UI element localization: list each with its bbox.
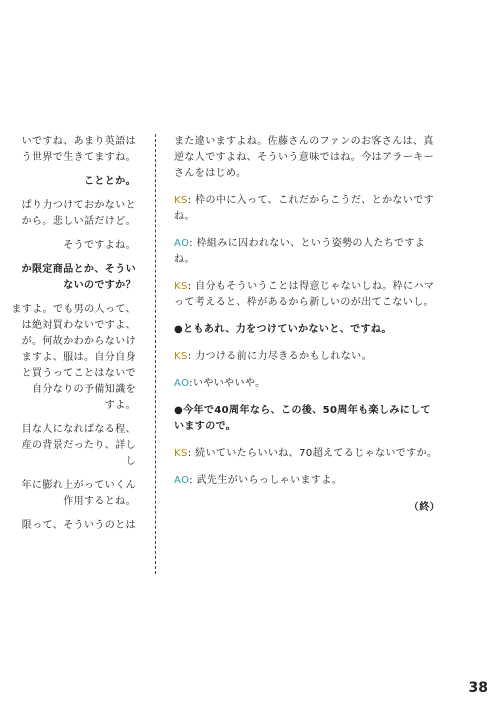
left-column-text — [0, 134, 136, 542]
left-paragraph — [0, 422, 136, 470]
turn-text: 自分もそういうことは得意じゃないしね。枠にハマって考えると、枠があるから新しいのが出てこないし。 — [174, 281, 435, 308]
left-line: し — [125, 456, 136, 467]
turn-ks-1 — [174, 193, 440, 225]
interviewer-question-2: ●今年で40周年なら、この後、50周年も楽しみにしていますので。 — [174, 405, 431, 432]
speaker-ks: KS — [174, 351, 188, 362]
turn-ao-1 — [174, 236, 440, 268]
speaker-ks: KS — [174, 448, 188, 459]
left-line: う世界で生きてますね。 — [21, 152, 136, 163]
left-line: いですね、あまり英語は — [21, 136, 136, 147]
speaker-ao: AO — [174, 378, 190, 389]
speaker-sep: : — [187, 351, 196, 362]
speaker-ks: KS — [174, 281, 188, 292]
right-column-text — [174, 134, 440, 527]
left-paragraph — [0, 198, 136, 230]
left-line: と買うってことはないで — [21, 368, 136, 379]
left-paragraph — [0, 238, 136, 254]
left-line: ないのですか？ — [63, 280, 136, 291]
left-paragraph — [0, 134, 136, 166]
turn-ks-2 — [174, 279, 440, 311]
page-number: 38 — [468, 680, 488, 696]
left-line: 自分なりの予備知識を — [32, 384, 136, 395]
intro-paragraph: また違いますよね。佐藤さんのファンのお客さんは、真逆な人ですよね、そういう意味ではね。今はアラーキーさんをはじめ。 — [174, 136, 434, 179]
speaker-ao: AO — [174, 238, 190, 249]
left-line: こととか。 — [84, 176, 136, 187]
left-line: は絶対買わないですよ、 — [21, 320, 136, 331]
left-line: 産の背景だったり、詳し — [21, 440, 136, 451]
speaker-sep: : — [187, 195, 196, 206]
turn-text: 武先生がいらっしゃいますよ。 — [196, 475, 343, 486]
turn-text: 続いていたらいいね、70超えてるじゃないですか。 — [195, 448, 438, 459]
turn-text: 枠の中に入って、これだからこうだ、とかないですね。 — [174, 195, 435, 222]
interviewer-question-1: ●ともあれ、力をつけていかないと、ですね。 — [174, 324, 392, 335]
turn-text: いやいやいや。 — [192, 378, 266, 389]
turn-ao-2 — [174, 376, 440, 392]
left-paragraph — [0, 478, 136, 510]
left-line: 限って、そういうのとは — [21, 520, 136, 531]
left-line: 年に膨れ上がっていくん — [21, 480, 136, 491]
speaker-sep: : — [187, 281, 196, 292]
left-line: ぱり力つけておかないと — [21, 200, 136, 211]
turn-text: 枠組みに囚われない、という姿勢の人たちですよね。 — [174, 238, 426, 265]
turn-text: 力つける前に力尽きるかもしれない。 — [195, 351, 372, 362]
left-line: すよ。 — [104, 400, 136, 411]
column-divider — [155, 134, 156, 574]
speaker-sep: : — [189, 475, 197, 486]
left-line: か限定商品とか、そうい — [21, 264, 136, 275]
left-line: ますよ、服は。自分自身 — [21, 352, 136, 363]
left-paragraph — [0, 174, 136, 190]
speaker-ao: AO — [174, 475, 190, 486]
left-line: から。悲しい話だけど。 — [21, 216, 136, 227]
left-paragraph — [0, 518, 136, 534]
left-line: 作用するとね。 — [63, 496, 136, 507]
left-line: そうですよね。 — [63, 240, 136, 251]
speaker-sep: : — [189, 238, 197, 249]
left-line: 目な人になればなる程、 — [21, 424, 136, 435]
turn-ks-3 — [174, 349, 440, 365]
speaker-ks: KS — [174, 195, 188, 206]
speaker-sep: : — [189, 378, 193, 389]
turn-ks-4 — [174, 446, 440, 462]
left-line: が。何故かわからないけ — [21, 336, 136, 347]
left-line: ますよ。でも男の人って、 — [11, 304, 136, 315]
left-paragraph — [0, 262, 136, 294]
end-mark: （終） — [408, 502, 440, 513]
turn-ao-3 — [174, 473, 440, 489]
speaker-sep: : — [187, 448, 196, 459]
left-paragraph — [0, 302, 136, 414]
